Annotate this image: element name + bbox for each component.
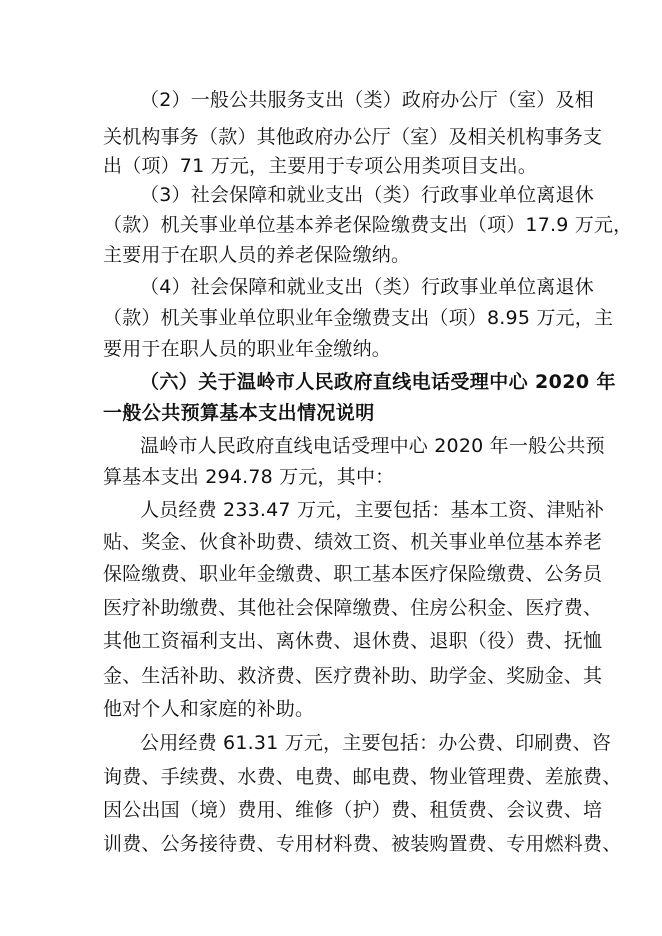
paragraph-2-line-3: 出（项）71 万元，主要用于专项公用类项目支出。 <box>103 155 538 177</box>
section-heading-line-2: 一般公共预算基本支出情况说明 <box>103 402 375 424</box>
paragraph-3-line-1: （3）社会保障和就业支出（类）行政事业单位离退休 <box>140 184 594 206</box>
personnel-expenses-line-3: 保险缴费、职业年金缴费、职工基本医疗保险缴费、公务员 <box>103 563 603 585</box>
personnel-expenses-line-7: 他对个人和家庭的补助。 <box>103 698 315 720</box>
personnel-expenses-line-5: 其他工资福利支出、离休费、退休费、退职（役）费、抚恤 <box>103 630 603 652</box>
section-heading-line-1: （六）关于温岭市人民政府直线电话受理中心 2020 年 <box>140 371 616 393</box>
paragraph-4-line-1: （4）社会保障和就业支出（类）行政事业单位离退休 <box>140 276 594 298</box>
public-expenses-line-3: 因公出国（境）费用、维修（护）费、租赁费、会议费、培 <box>103 799 603 821</box>
summary-line-2: 算基本支出 294.78 万元，其中： <box>103 466 395 488</box>
summary-line-1: 温岭市人民政府直线电话受理中心 2020 年一般公共预 <box>140 435 605 457</box>
public-expenses-line-2: 询费、手续费、水费、电费、邮电费、物业管理费、差旅费、 <box>103 766 622 788</box>
personnel-expenses-line-4: 医疗补助缴费、其他社会保障缴费、住房公积金、医疗费、 <box>103 597 603 619</box>
paragraph-2-line-1: （2）一般公共服务支出（类）政府办公厅（室）及相 <box>140 89 594 111</box>
public-expenses-line-4: 训费、公务接待费、专用材料费、被装购置费、专用燃料费、 <box>103 833 622 855</box>
public-expenses-line-1: 公用经费 61.31 万元，主要包括：办公费、印刷费、咨 <box>140 732 612 754</box>
personnel-expenses-line-1: 人员经费 233.47 万元，主要包括：基本工资、津贴补 <box>140 499 605 521</box>
paragraph-4-line-3: 要用于在职人员的职业年金缴纳。 <box>103 338 392 360</box>
personnel-expenses-line-2: 贴、奖金、伙食补助费、绩效工资、机关事业单位基本养老 <box>103 531 603 553</box>
paragraph-3-line-3: 主要用于在职人员的养老保险缴纳。 <box>103 244 411 266</box>
personnel-expenses-line-6: 金、生活补助、救济费、医疗费补助、助学金、奖励金、其 <box>103 665 603 687</box>
paragraph-3-line-2: （款）机关事业单位基本养老保险缴费支出（项）17.9 万元， <box>103 214 633 236</box>
paragraph-4-line-2: （款）机关事业单位职业年金缴费支出（项）8.95 万元，主 <box>103 307 614 329</box>
paragraph-2-line-2: 关机构事务（款）其他政府办公厅（室）及相关机构事务支 <box>103 126 603 148</box>
